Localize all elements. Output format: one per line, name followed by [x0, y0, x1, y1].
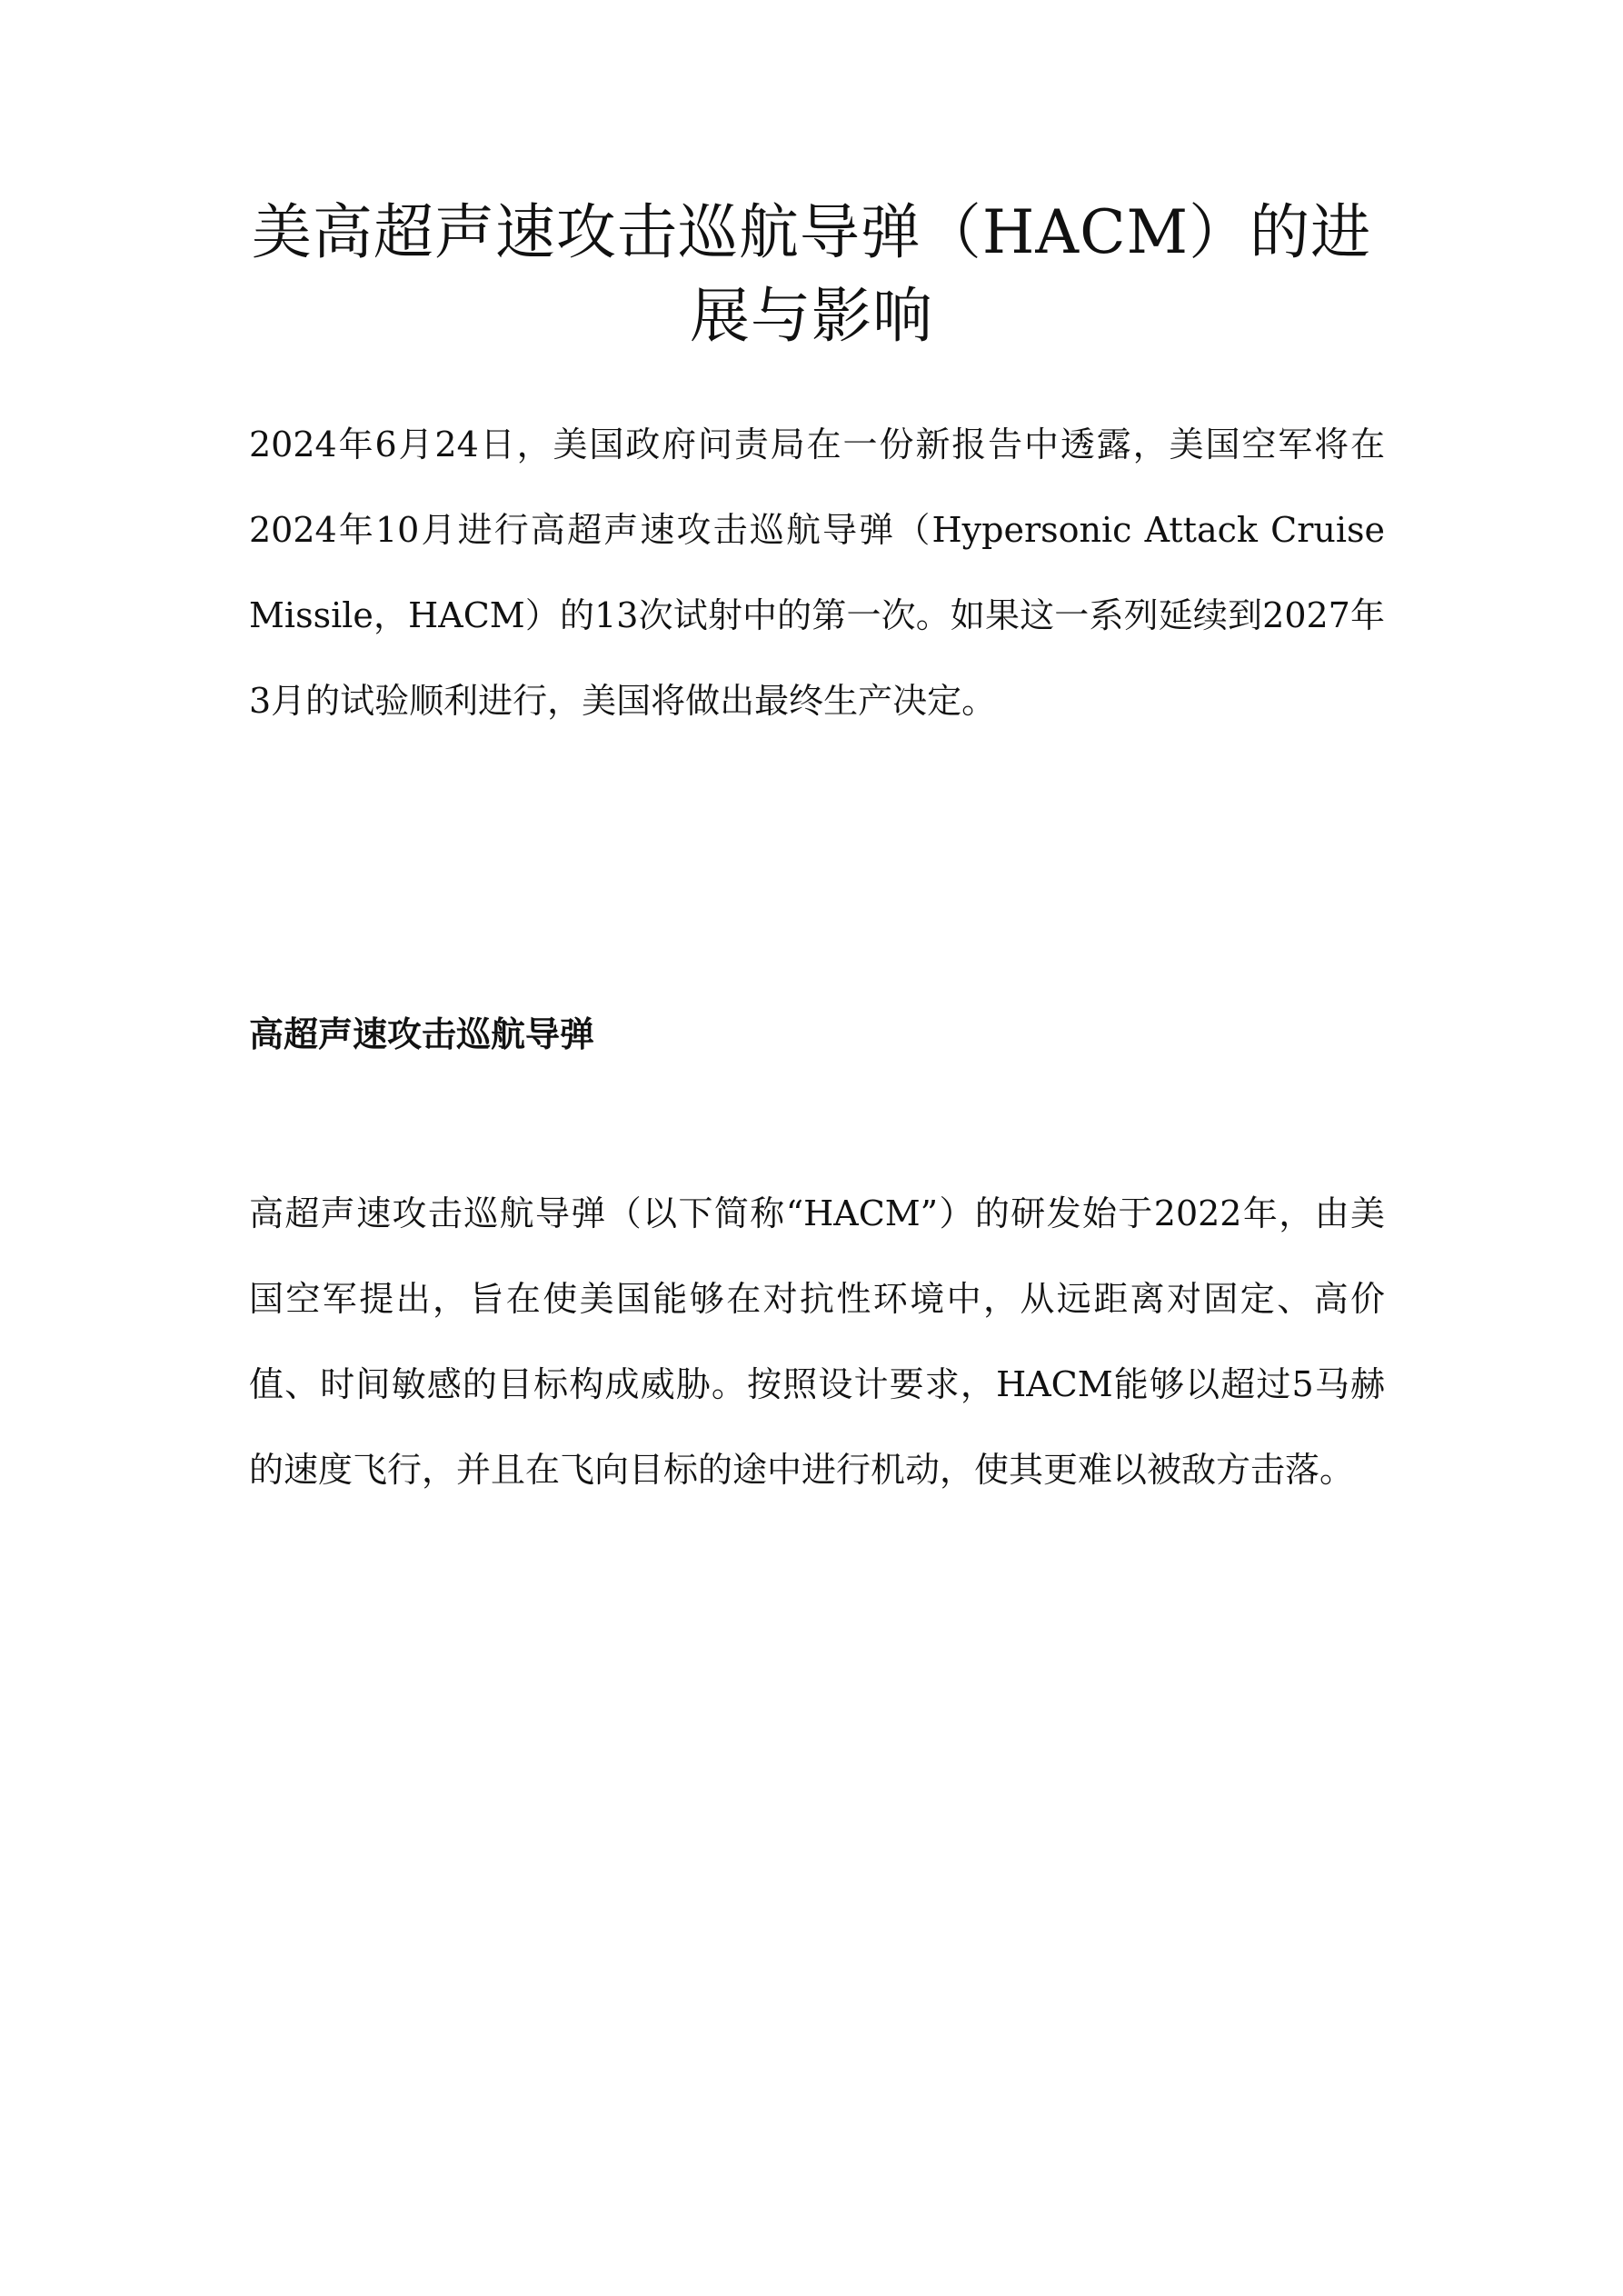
section-paragraph: 高超声速攻击巡航导弹（以下简称“HACM”）的研发始于2022年，由美国空军提出，旨在使美国能够在对抗性环境中，从远距离对固定、高价值、时间敏感的目标构成威胁。按照设计要求，HACM能够以超过5马赫的速度飞行，并且在飞向目标的途中进行机动，使其更难以被敌方击落。 [249, 1193, 1385, 1490]
intro-paragraph: 2024年6月24日，美国政府问责局在一份新报告中透露，美国空军将在2024年10月进行高超声速攻击巡航导弹（Hypersonic Attack Cruise Missile，HACM）的13次试射中的第一次。如果这一系列延续到2027年3月的试验顺利进行，美国将做出最终生产决定。 [249, 424, 1385, 721]
section-heading: 高超声速攻击巡航导弹 [249, 1014, 595, 1054]
document-title: 美高超声速攻击巡航导弹（HACM）的进展与影响 [251, 197, 1372, 351]
